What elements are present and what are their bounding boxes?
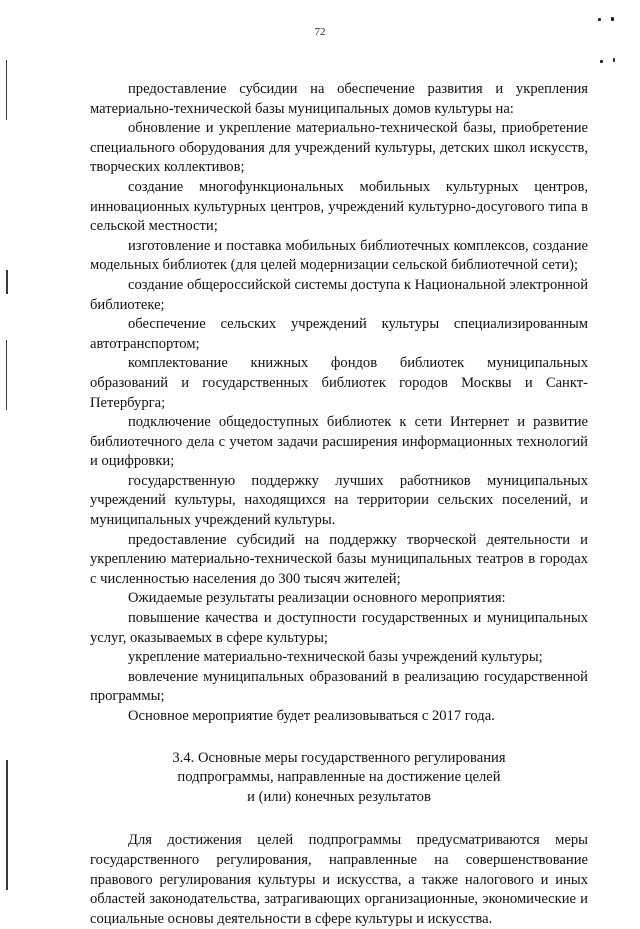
scan-speck [611,17,614,21]
paragraph: подключение общедоступных библиотек к сети Интернет и развитие библиотечного дела с учетом задачи расширения информационных технологий и оцифровки; [90,414,588,470]
left-margin-scan-line [6,60,7,120]
section-body-paragraph: Для достижения целей подпрограммы предусматриваются меры государственного регулирования, направленные на совершенствование правового регулирования культуры и искусства, а также налогового и иных областей законодательства, затрагивающих организационные, экономические и социальные основы деятельности в сфере культуры и искусства. [90,832,588,927]
left-margin-scan-line [6,760,8,890]
section-heading-line: 3.4. Основные меры государственного регулирования [172,749,506,766]
paragraph: Основное мероприятие будет реализовываться с 2017 года. [128,708,495,724]
scan-speck [613,58,615,62]
paragraph: изготовление и поставка мобильных библиотечных комплексов, создание модельных библиотек (для целей модернизации сельской библиотечной сети); [90,237,588,274]
scan-speck [600,60,603,63]
paragraph: предоставление субсидий на поддержку творческой деятельности и укреплению материально-технической базы муниципальных театров в городах с численностью населения до 300 тысяч жителей; [90,531,588,587]
page-number: 72 [314,26,326,38]
section-heading-line: подпрограммы, направленные на достижение целей [177,769,501,786]
paragraph: обновление и укрепление материально-технической базы, приобретение специального оборудования для учреждений культуры, детских школ искусств, творческих коллективов; [90,120,588,176]
paragraph: укрепление материально-технической базы учреждений культуры; [128,649,543,666]
paragraph: создание многофункциональных мобильных культурных центров, инновационных культурных центров, учреждений культурно-досугового типа в сельской местности; [90,178,588,235]
left-margin-scan-line [6,270,8,294]
paragraph: повышение качества и доступности государственных и муниципальных услуг, оказываемых в сфере культуры; [90,610,588,646]
section-heading [90,749,588,808]
paragraph: предоставление субсидии на обеспечение развития и укрепления материально-технической базы муниципальных домов культуры на: [90,81,588,117]
paragraph: обеспечение сельских учреждений культуры специализированным автотранспортом; [90,316,588,352]
scan-speck [598,18,601,21]
paragraph: создание общероссийской системы доступа к Национальной электронной библиотеке; [90,276,588,313]
paragraph: вовлечение муниципальных образований в реализацию государственной программы; [90,668,588,705]
paragraph: Ожидаемые результаты реализации основного мероприятия: [128,590,506,607]
left-margin-scan-line [6,340,7,410]
section-heading-line: и (или) конечных результатов [247,788,431,805]
document-body [90,80,588,929]
paragraph: государственную поддержку лучших работников муниципальных учреждений культуры, находящихся на территории сельских поселений, и муниципальных учреждений культуры. [90,472,588,529]
paragraph: комплектование книжных фондов библиотек муниципальных образований и государственных библиотек городов Москвы и Санкт-Петербурга; [90,355,588,411]
